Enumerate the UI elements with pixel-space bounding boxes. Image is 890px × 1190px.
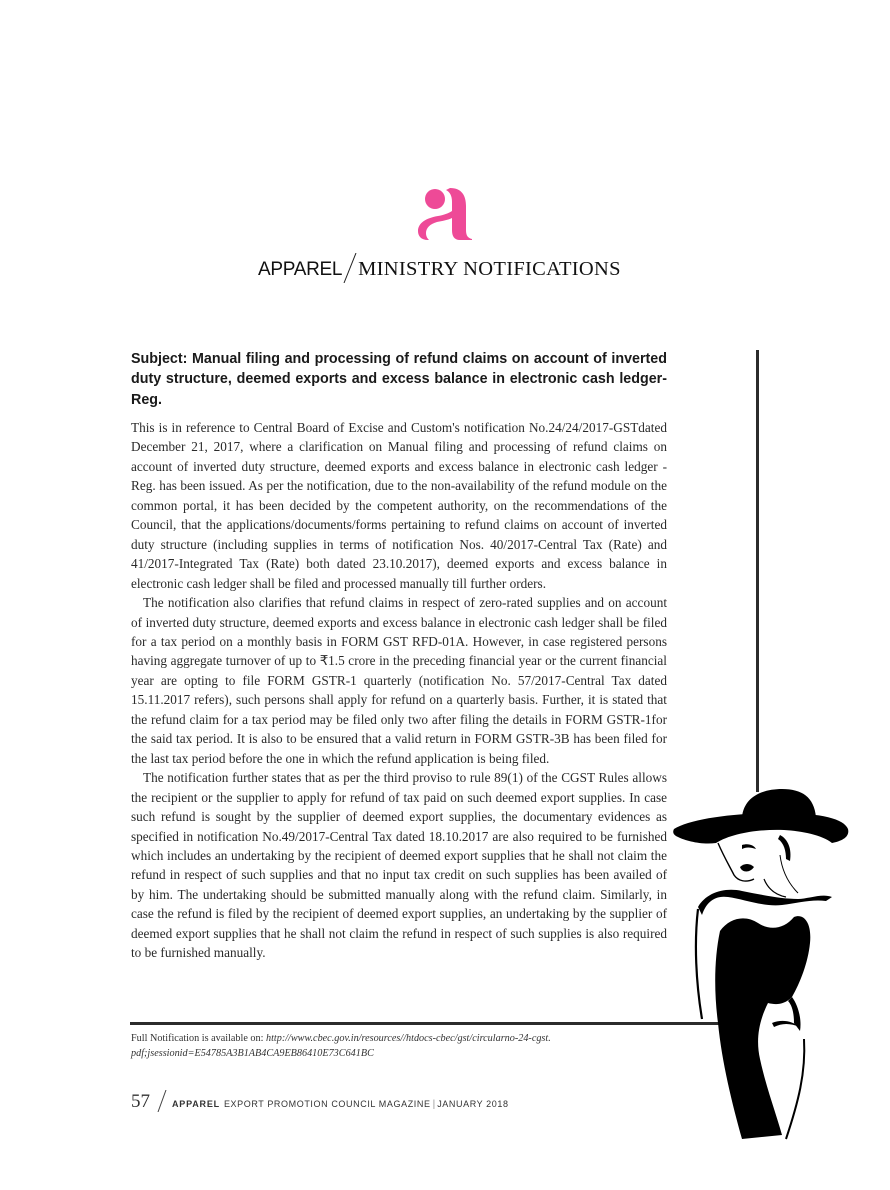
arm-line <box>696 909 702 1019</box>
hat-crown <box>742 789 816 817</box>
leg-line <box>786 1039 804 1139</box>
horizontal-rule <box>130 1022 736 1025</box>
lips <box>740 864 754 872</box>
article-paragraph: The notification also clarifies that refund claims in respect of zero-rated supplies and on account of inverted duty structure, deemed exports and excess balance in electronic cash ledger shall be filed for a tax period on a monthly basis in FORM GST RFD-01A. However, in case registered persons having aggregate turnover of up to ₹1.5 crore in the preceding financial year or the current financial year are opting to file FORM GSTR-1 quarterly (notification No. 57/2017-Central Tax dated 15.11.2017 refers), such persons shall apply for refund on a quarterly basis. Further, it is stated that the refund claim for a tax period may be filed only two after filing the details in FORM GSTR-1for the said tax period. It is also to be ensured that a valid return in FORM GSTR-3B has been filed for the last tax period before the one in which the refund application is being filed. <box>131 595 667 766</box>
eye <box>742 844 756 849</box>
page-number: 57 <box>131 1091 150 1112</box>
footer-separator: | <box>432 1099 436 1110</box>
magazine-logo <box>410 178 476 244</box>
article-subject: Subject: Manual filing and processing of refund claims on account of inverted duty structure, deemed exports and excess balance in electronic cash ledger- Reg. <box>131 351 667 408</box>
footer-issue-date: JANUARY 2018 <box>437 1099 509 1109</box>
footnote <box>131 1031 601 1061</box>
section-label: APPAREL <box>258 259 343 280</box>
page-title: MINISTRY NOTIFICATIONS <box>358 258 621 280</box>
footer-magazine-name: EXPORT PROMOTION COUNCIL MAGAZINE <box>223 1099 431 1109</box>
woman-in-hat-illustration <box>672 783 884 1145</box>
slash-divider-icon <box>342 253 358 283</box>
page-footer <box>131 1090 509 1116</box>
fashion-figure-icon <box>672 783 884 1145</box>
footnote-label: Full Notification is available on: <box>131 1033 266 1044</box>
vertical-rule <box>756 350 759 792</box>
article-paragraph: The notification further states that as per the third proviso to rule 89(1) of the CGST Rules allows the recipient or the supplier to apply for refund of tax paid on such deemed export supplies. In case such refund is sought by the supplier of deemed export supplies, the documentary evidences as specified in notification No.49/2017-Central Tax dated 18.10.2017 are also required to be furnished which includes an undertaking by the recipient of deemed export supplies that he shall not claim the refund in respect of such supplies and that no input tax credit on such supplies has been availed of by him. The undertaking should be submitted manually along with the refund claim. Similarly, in case the refund is filed by the recipient of deemed export supplies, an undertaking by the supplier of deemed export supplies that he shall not claim the refund in respect of such supplies is also required to be furnished manually. <box>131 770 667 961</box>
hat-brim <box>673 813 848 844</box>
shoulder <box>698 890 832 915</box>
article-paragraph: This is in reference to Central Board of Excise and Custom's notification No.24/24/2017-GSTdated December 21, 2017, where a clarification on Manual filing and processing of refund claims on account of inverted duty structure, deemed exports and excess balance in electronic cash ledger - Reg. has been issued. As per the notification, due to the non-availability of the refund module on the common portal, it has been decided by the competent authority, on the recommendations of the Council, that the applications/documents/forms pertaining to refund claims on account of inverted duty structure (including supplies in terms of notification Nos. 40/2017-Central Tax (Rate) and 41/2017-Integrated Tax (Rate) both dated 23.10.2017), deemed exports and excess balance in electronic cash ledger shall be filed and processed manually till further orders. <box>131 420 667 591</box>
section-header <box>258 253 658 283</box>
footnote-link[interactable]: http://www.cbec.gov.in/resources//htdocs-cbec/gst/circularno-24-cgst. <box>265 1033 551 1044</box>
footer-brand: APPAREL <box>172 1099 220 1109</box>
logo-a-icon <box>410 178 476 244</box>
footnote-link-continued[interactable]: pdf;jsessionid=E54785A3B1AB4CA9EB86410E73C641BC <box>131 1048 374 1059</box>
slash-divider-icon <box>156 1090 168 1112</box>
face-outline <box>718 843 754 881</box>
article-body <box>131 418 667 963</box>
